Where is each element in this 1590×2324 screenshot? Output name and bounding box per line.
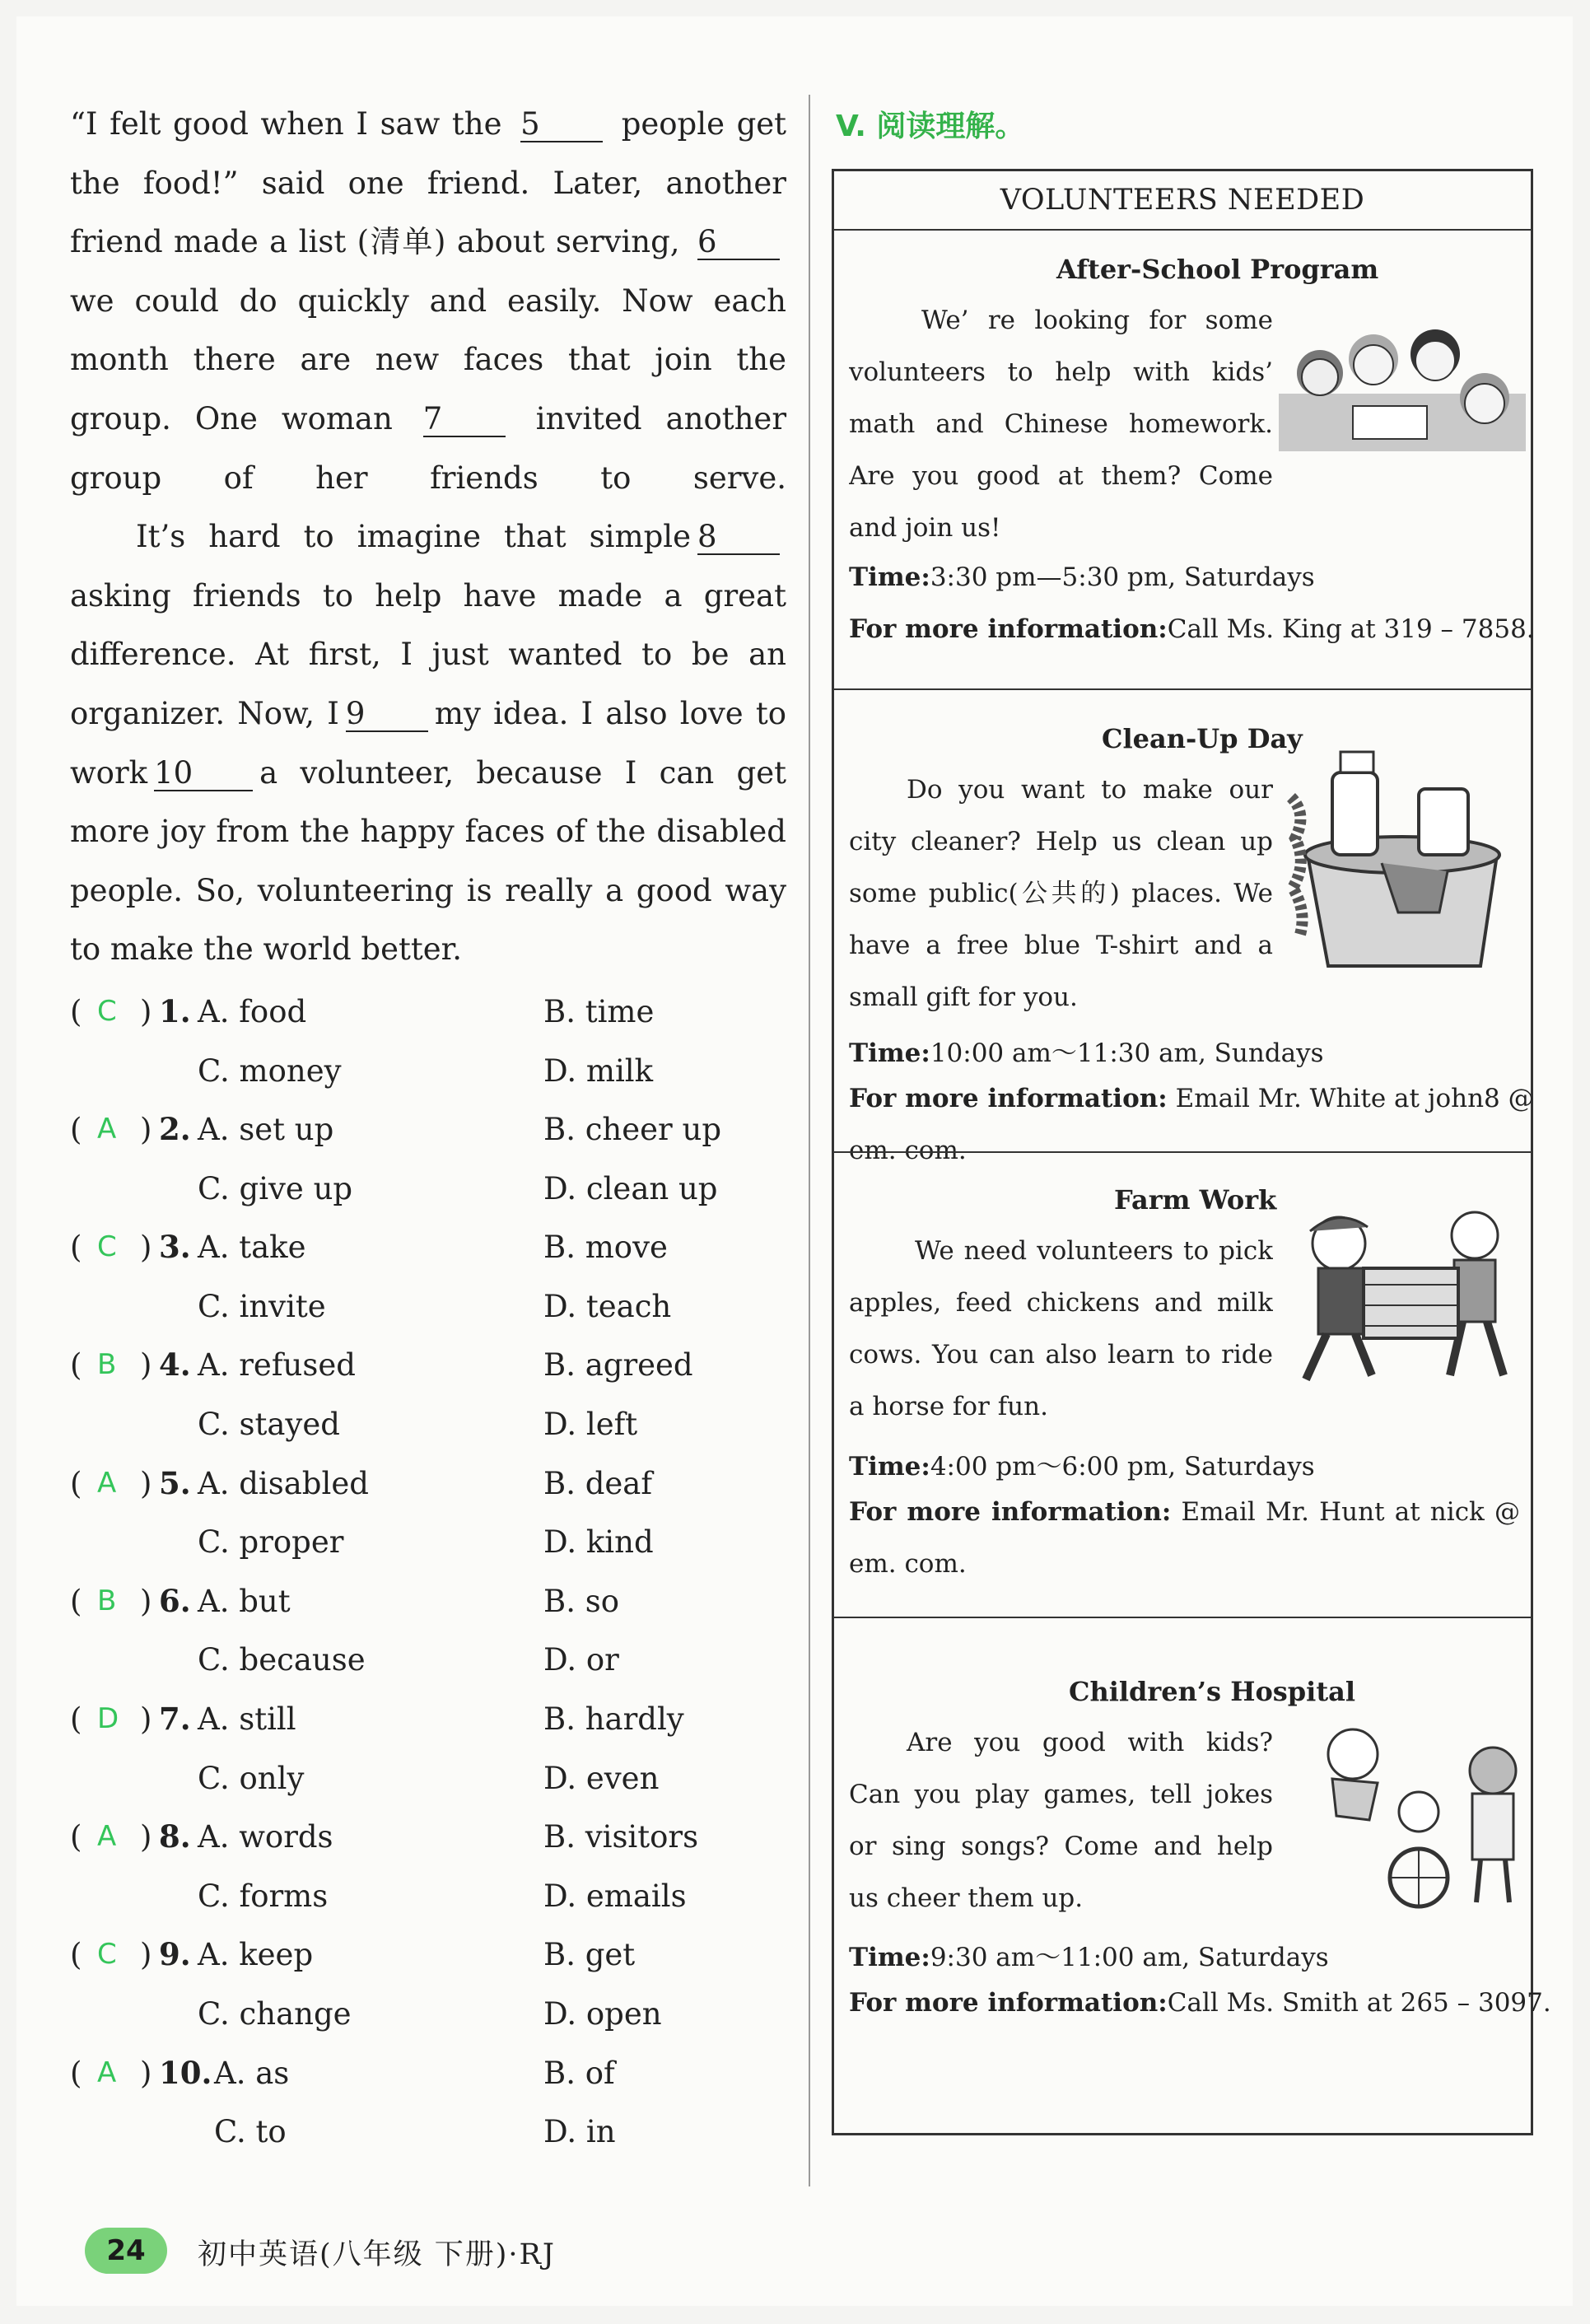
paren-open: ( [70, 1347, 82, 1384]
question-number: 6. [159, 1582, 191, 1619]
ad-info: For more information: Email Mr. Hunt at nick @ [849, 1497, 1520, 1527]
question-number: 1. [159, 992, 191, 1029]
option-a: A. set up [198, 1112, 334, 1148]
hospital-visit-illustration [1287, 1721, 1526, 1911]
passage-text: my idea. I also love to work [70, 695, 786, 791]
book-title: 初中英语(八年级 下册)·RJ [198, 2238, 556, 2271]
paren-close: ) [140, 1819, 152, 1855]
ad-time: Time:10:00 am～11:30 am, Sundays [849, 1038, 1324, 1068]
option-c: C. forms [198, 1878, 329, 1914]
option-d: D. in [543, 2114, 616, 2150]
ad-info-cont: em. com. [849, 1136, 967, 1165]
answer-mark: C [97, 1938, 117, 1972]
option-b: B. hardly [543, 1701, 684, 1738]
question-row [70, 1690, 786, 1749]
option-b: B. agreed [543, 1347, 693, 1384]
option-a: A. refused [198, 1347, 356, 1384]
passage-text: people get the food!” said one friend. Later, another friend made a list (清单) about serving, [70, 106, 787, 260]
option-d: D. even [543, 1760, 660, 1796]
paren-open: ( [70, 993, 82, 1029]
ad-childrens-hospital [834, 1617, 1551, 2133]
option-b: B. get [543, 1937, 636, 1973]
question-row [70, 1572, 786, 1631]
farm-workers-illustration [1285, 1202, 1524, 1388]
question-row [70, 1631, 786, 1690]
option-c: C. invite [198, 1288, 326, 1324]
paren-close: ) [140, 1701, 152, 1738]
paren-close: ) [140, 1230, 152, 1266]
passage-text: It’s hard to imagine that simple [136, 519, 691, 555]
question-row [70, 1513, 786, 1572]
question-number: 10. [159, 2054, 212, 2091]
blank-7: 7 [423, 403, 506, 437]
question-row [70, 1749, 786, 1808]
question-row [70, 1160, 786, 1219]
answer-mark: A [97, 1820, 117, 1854]
question-number: 7. [159, 1701, 191, 1738]
option-b: B. cheer up [543, 1112, 722, 1148]
option-c: C. give up [198, 1170, 353, 1206]
blank-5: 5 [520, 108, 603, 142]
ad-after-school [834, 229, 1535, 688]
answer-mark: A [97, 2056, 117, 2089]
paren-open: ( [70, 1937, 82, 1973]
volunteers-header: VOLUNTEERS NEEDED [834, 171, 1531, 231]
ad-time: Time:9:30 am～11:00 am, Saturdays [849, 1943, 1329, 1972]
ad-body: We’ re looking for some volunteers to help with kids’ math and Chinese homework. Are you good at them? Come and join us! [849, 306, 1273, 543]
option-d: D. kind [543, 1524, 654, 1561]
passage-text: we could do quickly and easily. Now each month there are new faces that join the group. One woman [70, 282, 786, 436]
question-list [70, 982, 786, 2162]
ad-body: We need volunteers to pick apples, feed chickens and milk cows. You can also learn to ride a horse for fun. [849, 1236, 1273, 1421]
ad-title: Farm Work [1114, 1184, 1277, 1216]
option-d: D. left [543, 1407, 638, 1443]
ad-title: After-School Program [1056, 254, 1379, 285]
section-title: V. 阅读理解。 [836, 110, 1025, 143]
option-d: D. emails [543, 1878, 687, 1914]
paren-close: ) [140, 1347, 152, 1384]
option-c: C. stayed [198, 1407, 340, 1443]
option-a: A. keep [198, 1937, 314, 1973]
answer-mark: D [97, 1702, 119, 1736]
paren-open: ( [70, 1583, 82, 1619]
answer-mark: C [97, 994, 117, 1028]
passage-text: a volunteer, because I can get more joy from the happy faces of the disabled people. So, volunteering is really a good way to make the world better. [70, 754, 786, 968]
option-a: A. still [198, 1701, 296, 1738]
paren-close: ) [140, 1465, 152, 1501]
ad-farm-work [834, 1151, 1531, 1617]
option-c: C. because [198, 1642, 366, 1678]
left-column [70, 95, 786, 2162]
blank-8: 8 [697, 520, 780, 555]
ad-info-cont: em. com. [849, 1549, 967, 1579]
passage-text: asking friends to help have made a great difference. At first, I just wanted to be an organizer. Now, I [70, 577, 786, 731]
passage-paragraph-2 [70, 507, 786, 979]
paren-open: ( [70, 1819, 82, 1855]
ad-clean-up [834, 688, 1534, 1165]
page-number-badge: 24 [85, 2228, 167, 2274]
kids-homework-illustration [1279, 328, 1526, 455]
paren-open: ( [70, 1112, 82, 1148]
answer-mark: B [97, 1584, 117, 1617]
question-row [70, 1100, 786, 1160]
question-row [70, 2044, 786, 2103]
question-row [70, 1925, 786, 1985]
question-number: 3. [159, 1229, 191, 1266]
answer-mark: B [97, 1348, 117, 1382]
option-b: B. deaf [543, 1465, 653, 1501]
question-row [70, 1218, 786, 1277]
option-b: B. visitors [543, 1819, 699, 1855]
paren-close: ) [140, 1112, 152, 1148]
paren-open: ( [70, 1230, 82, 1266]
option-d: D. clean up [543, 1170, 718, 1206]
paren-close: ) [140, 1937, 152, 1973]
option-a: A. as [214, 2055, 290, 2091]
option-a: A. but [198, 1583, 291, 1619]
option-a: A. words [198, 1819, 333, 1855]
option-d: D. teach [543, 1288, 672, 1324]
volunteers-box [832, 169, 1551, 2135]
option-a: A. take [198, 1230, 306, 1266]
question-row [70, 1336, 786, 1395]
question-row [70, 1395, 786, 1454]
question-number: 8. [159, 1818, 191, 1855]
option-b: B. of [543, 2055, 615, 2091]
page [16, 16, 1573, 2306]
cleaning-bucket-illustration [1283, 740, 1522, 978]
ad-title: Clean-Up Day [1102, 723, 1303, 754]
blank-6: 6 [697, 226, 780, 260]
ad-info: For more information:Call Ms. Smith at 265 – 3097. [849, 1988, 1551, 2018]
ad-info: For more information: Email Mr. White at john8 @ [849, 1084, 1534, 1113]
option-d: D. open [543, 1996, 662, 2032]
option-d: D. milk [543, 1052, 654, 1089]
blank-10: 10 [154, 757, 253, 791]
paren-open: ( [70, 1701, 82, 1738]
blank-9: 9 [346, 698, 428, 732]
paren-close: ) [140, 1583, 152, 1619]
passage-text: invited another group of her friends to serve. [70, 400, 787, 496]
option-c: C. proper [198, 1524, 344, 1561]
option-c: C. change [198, 1996, 352, 2032]
paren-close: ) [140, 2055, 152, 2091]
answer-mark: A [97, 1466, 117, 1500]
question-row [70, 1867, 786, 1926]
answer-mark: A [97, 1113, 117, 1146]
question-row [70, 2102, 786, 2162]
option-b: B. time [543, 993, 655, 1029]
passage-paragraph-1 [70, 95, 786, 507]
option-c: C. to [214, 2114, 287, 2150]
question-row [70, 1042, 786, 1101]
question-row [70, 1454, 786, 1514]
question-row [70, 1808, 786, 1867]
question-number: 9. [159, 1936, 191, 1973]
answer-mark: C [97, 1230, 117, 1264]
question-row [70, 982, 786, 1042]
option-c: C. money [198, 1052, 342, 1089]
question-number: 4. [159, 1346, 191, 1384]
ad-title: Children’s Hospital [1069, 1676, 1355, 1707]
paren-open: ( [70, 1465, 82, 1501]
paren-open: ( [70, 2055, 82, 2091]
ad-body: Do you want to make our city cleaner? Help us clean up some public(公共的) places. We have a free blue T-shirt and a small gift for you. [849, 775, 1273, 1012]
ad-body: Are you good with kids? Can you play games, tell jokes or sing songs? Come and help us cheer them up. [849, 1728, 1273, 1913]
column-divider [809, 95, 810, 2186]
option-a: A. food [198, 993, 307, 1029]
ad-time: Time:3:30 pm—5:30 pm, Saturdays [849, 562, 1315, 592]
option-b: B. so [543, 1583, 619, 1619]
ad-time: Time:4:00 pm～6:00 pm, Saturdays [849, 1452, 1315, 1482]
question-number: 2. [159, 1111, 191, 1148]
passage-text: “I felt good when I saw the [70, 106, 502, 142]
question-row [70, 1985, 786, 2044]
paren-close: ) [140, 993, 152, 1029]
question-row [70, 1277, 786, 1337]
option-b: B. move [543, 1230, 668, 1266]
ad-info: For more information:Call Ms. King at 319 – 7858. [849, 614, 1535, 644]
option-c: C. only [198, 1760, 305, 1796]
option-d: D. or [543, 1642, 619, 1678]
option-a: A. disabled [198, 1465, 369, 1501]
question-number: 5. [159, 1464, 191, 1501]
